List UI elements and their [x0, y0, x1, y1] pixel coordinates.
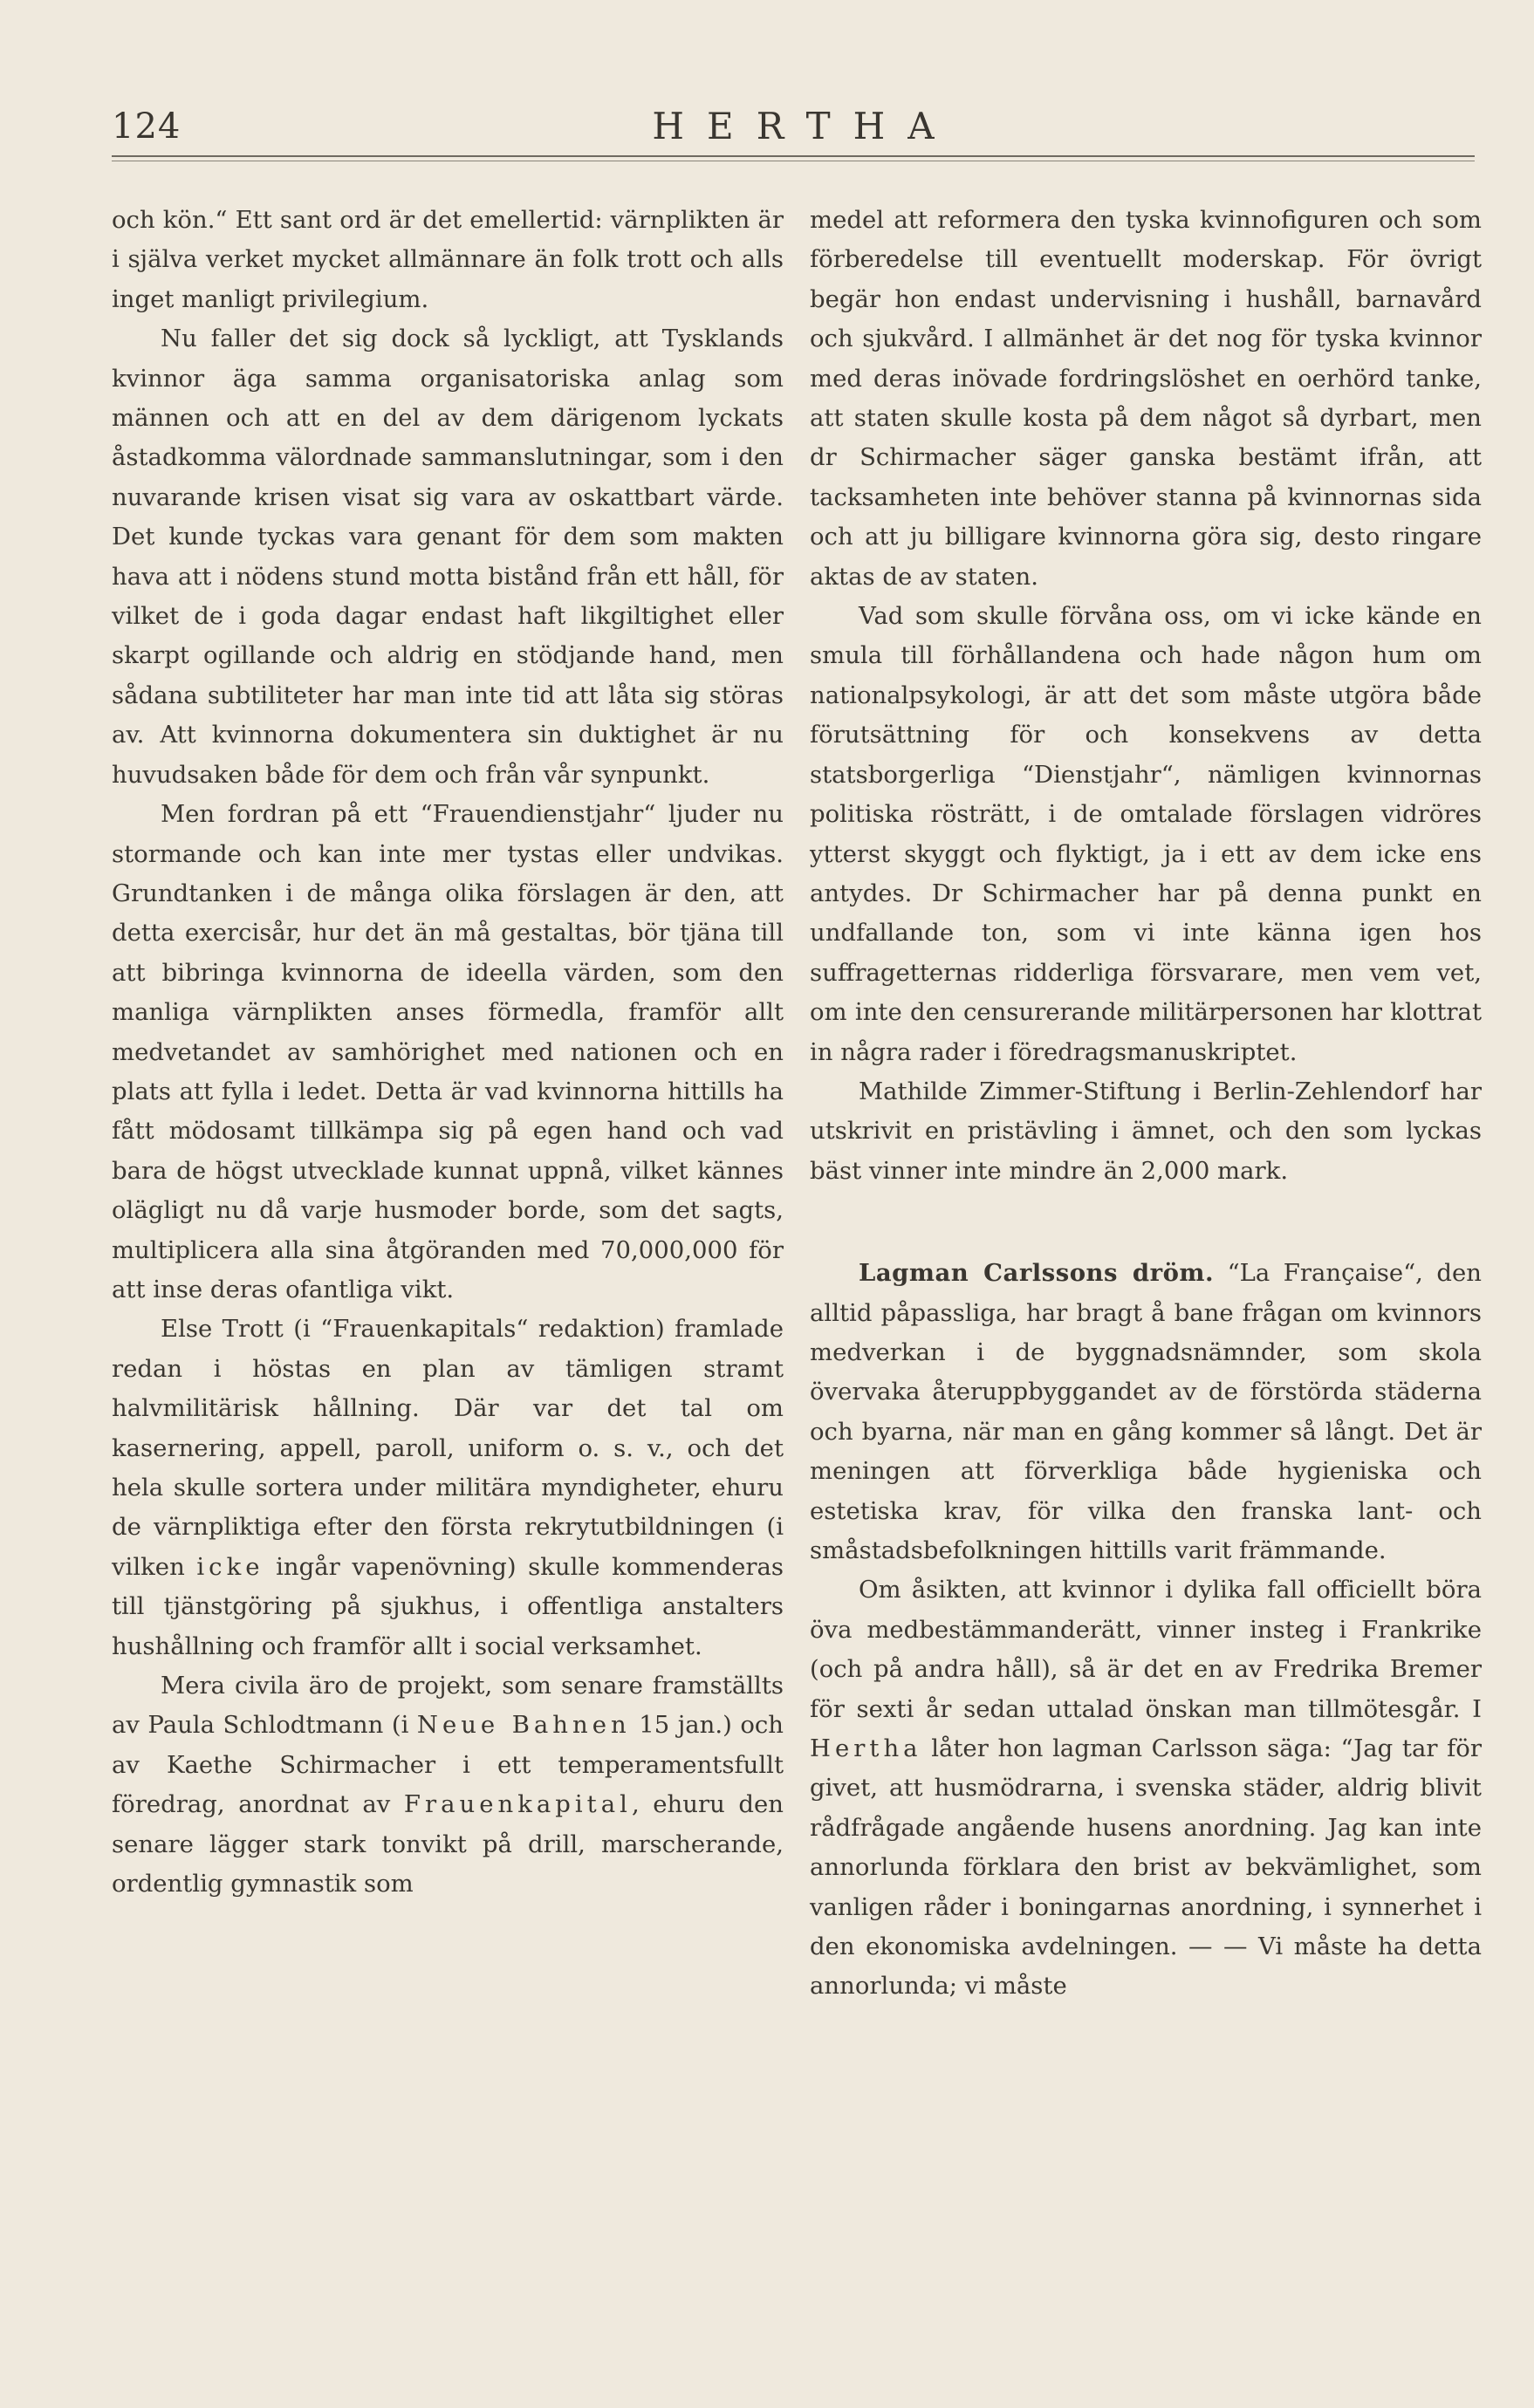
text-run: ingår vapenövning) skulle kommenderas till tjänstgöring på sjukhus, i offentliga anstalters hushållning och framför allt i social verksamhet. [112, 1552, 784, 1660]
paragraph: Vad som skulle förvåna oss, om vi icke kände en smula till förhållandena och hade någon hum om nationalpsykologi, är att det som måste utgöra både förutsättning för och konsekvens av detta statsborgerliga “Dienstjahr“, nämligen kvinnornas politiska rösträtt, i de omtalade förslagen vidröres ytterst skyggt och flyktigt, ja i ett av dem icke ens antydes. Dr Schirmacher har på denna punkt en undfallande ton, som vi inte känna igen hos suffragetternas ridderliga försvarare, men vem vet, om inte den censurerande militärpersonen har klottrat in några rader i föredragsmanuskriptet. [810, 602, 1482, 1066]
paragraph: Mathilde Zimmer-Stiftung i Berlin-Zehlendorf har utskrivit en pristävling i ämnet, och den som lyckas bäst vinner inte mindre än 2,000 mark. [810, 1077, 1482, 1185]
paragraph: Nu faller det sig dock så lyckligt, att Tysklands kvinnor äga samma organisatoriska anlag som männen och att en del av dem därigenom lyckats åstadkomma välordnade sammanslutningar, som i den nuvarande krisen visat sig vara av oskattbart värde. Det kunde tyckas vara genant för dem som makten hava att i nödens stund motta bistånd från ett håll, för vilket de i goda dagar endast haft likgiltighet eller skarpt ogillande och aldrig en stödjande hand, men sådana subtiliteter har man inte tid att låta sig störas av. Att kvinnorna dokumentera sin duktighet är nu huvudsaken både för dem och från vår synpunkt. [112, 325, 784, 789]
text-run: Mera civila äro de projekt, som senare framställts av Paula Schlodtmann (i [112, 1672, 784, 1740]
running-header [112, 94, 1475, 155]
paragraph [112, 1666, 784, 1904]
text-run: “La Française“, den alltid påpassliga, har bragt å bane frågan om kvinnors medverkan i de byggnadsnämnder, som skola övervaka återuppbyggandet av de förstörda städerna och byarna, när man en gång kommer så långt. Det är meningen att förverkliga både hygieniska och estetiska krav, för vilka den franska lant- och småstadsbefolkningen hittills varit främmande. [810, 1259, 1482, 1564]
text-run: , ehuru den senare lägger stark tonvikt på drill, marscherande, ordentlig gymnastik som [112, 1790, 784, 1898]
left-column [112, 201, 784, 1904]
right-column [810, 201, 1482, 2007]
spaced-emphasis: icke [196, 1552, 264, 1581]
paragraph [810, 1254, 1482, 1570]
text-run: Om åsikten, att kvinnor i dylika fall officiellt böra öva medbestämmanderätt, vinner insteg i Frankrike (och på andra håll), så är det en av Fredrika Bremer för sexti år sedan uttalad önskan man tillmötesgår. I [810, 1576, 1482, 1723]
spaced-emphasis: Hertha [810, 1734, 922, 1763]
header-rule [112, 155, 1475, 157]
text-run: låter hon lagman Carlsson säga: “Jag tar för givet, att husmödrarna, i svenska städer, aldrig blivit rådfrågade angående husens anordning. Jag kan inte annorlunda förklara den brist av bekvämlighet, som vanligen råder i boningarnas anordning, i synnerhet i den ekonomiska avdelningen. — — Vi måste ha detta annorlunda; vi måste [810, 1734, 1482, 2001]
text-run: 15 jan.) och av Kaethe Schirmacher i ett temperamentsfullt föredrag, anordnat av [112, 1711, 784, 1819]
journal-title: HERTHA [652, 105, 957, 147]
page-number: 124 [112, 106, 181, 147]
spaced-emphasis: Neue Bahnen [416, 1711, 631, 1740]
paragraph: och kön.“ Ett sant ord är det emellertid: värnplikten är i själva verket mycket allmännare än folk trott och alls inget manligt privilegium. [112, 206, 784, 313]
spaced-emphasis: Frauenkapital [403, 1790, 632, 1819]
text-run: Else Trott (i “Frauenkapitals“ redaktion) framlade redan i höstas en plan av tämligen stramt halvmilitärisk hållning. Där var det tal om kasernering, appell, paroll, uniform o. s. v., och det hela skulle sortera under militära myndigheter, ehuru de värnpliktiga efter den första rekrytutbildningen (i vilken [112, 1315, 784, 1581]
paragraph [112, 1310, 784, 1666]
paragraph [810, 1570, 1482, 2006]
paragraph: Men fordran på ett “Frauendienstjahr“ ljuder nu stormande och kan inte mer tystas eller undvikas. Grundtanken i de många olika förslagen är den, att detta exercisår, hur det än må gestaltas, bör tjäna till att bibringa kvinnorna de ideella värden, som den manliga värnplikten anses förmedla, framför allt medvetandet av samhörighet med nationen och en plats att fylla i ledet. Detta är vad kvinnorna hittills ha fått mödosamt tillkämpa sig på egen hand och vad bara de högst utvecklade kunnat uppnå, vilket kännes olägligt nu då varje husmoder borde, som det sagts, multiplicera alla sina åtgöranden med 70,000,000 för att inse deras ofantliga vikt. [112, 800, 784, 1303]
section-heading: Lagman Carlssons dröm. [859, 1259, 1215, 1288]
paragraph: medel att reformera den tyska kvinnofiguren och som förberedelse till eventuellt moderskap. För övrigt begär hon endast undervisning i hushåll, barnavård och sjukvård. I allmänhet är det nog för tyska kvinnor med deras inövade fordringslöshet en oerhörd tanke, att staten skulle kosta på dem något så dyrbart, men dr Schirmacher säger ganska bestämt ifrån, att tacksamheten inte behöver stanna på kvinnornas sida och att ju billigare kvinnorna göra sig, desto ringare aktas de av staten. [810, 206, 1482, 591]
